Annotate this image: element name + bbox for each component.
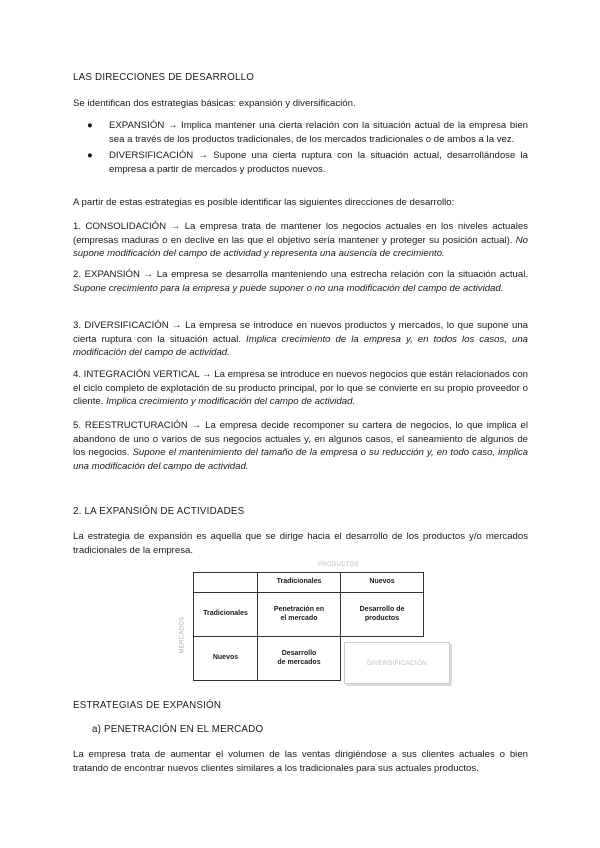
direction-2 xyxy=(73,268,528,295)
matrix-corner-cell xyxy=(194,573,258,593)
col-header-nuevos: Nuevos xyxy=(341,573,424,593)
intro-paragraph: Se identifican dos estrategias básicas: expansión y diversificación. xyxy=(73,98,356,109)
list-item xyxy=(73,119,528,146)
cell-desarrollo-productos-line2: productos xyxy=(364,614,400,622)
subheading-a: a) PENETRACIÓN EN EL MERCADO xyxy=(92,724,264,735)
row-header-tradicionales: Tradicionales xyxy=(194,593,258,637)
cell-desarrollo-mercados-line1: Desarrollo xyxy=(281,650,317,657)
col-header-tradicionales: Tradicionales xyxy=(258,573,341,593)
directions-intro: A partir de estas estrategias es posible identificar las siguientes direcciones de desarrollo: xyxy=(73,197,455,208)
diversificacion-box: DIVERSIFICACIÓN xyxy=(344,642,450,684)
direction-4-text: 4. INTEGRACIÓN VERTICAL → La empresa se introduce en nuevos negocios que están relacionados con el ciclo completo de explotación de su producto principal, por lo que se convierte en su propio proveedor o cliente. xyxy=(73,369,528,407)
direction-2-text: 2. EXPANSIÓN → La empresa se desarrolla manteniendo una estrecha relación con la situación actual. xyxy=(73,269,528,280)
ansoff-matrix xyxy=(170,560,440,680)
direction-4 xyxy=(73,368,528,409)
direction-3-italic: Implica crecimiento de la empresa y, en todos los casos, una modificación del campo de actividad. xyxy=(73,333,529,358)
cell-penetracion-line2: el mercado xyxy=(280,614,318,622)
strategies-title: ESTRATEGIAS DE EXPANSIÓN xyxy=(73,700,222,711)
bullet-text-expansion: EXPANSIÓN → Implica mantener una cierta relación con la situación actual de la empresa bien sea a través de los productos tradicionales, de los mercados tradicionales o de ambos a la vez. xyxy=(109,120,528,145)
bullet-icon: ● xyxy=(87,150,93,161)
section-2-title: 2. LA EXPANSIÓN DE ACTIVIDADES xyxy=(73,506,245,517)
final-paragraph: La empresa trata de aumentar el volumen de las ventas dirigiéndose a sus clientes actuales o bien tratando de encontrar nuevos clientes similares a los tradicionales para sus actuales productos. xyxy=(73,749,528,774)
direction-5-text: 5. REESTRUCTURACIÓN → La empresa decide recomponer su cartera de negocios, lo que implica el abandono de uno o varios de sus negocios actuales y, en algunos casos, el saneamiento de algunos de los negocios. xyxy=(73,420,528,458)
direction-3-text: 3. DIVERSIFICACIÓN → La empresa se introduce en nuevos productos y mercados, lo que supone una cierta ruptura con la situación actual. xyxy=(73,320,528,345)
section-2-paragraph: La estrategia de expansión es aquella que se dirige hacia el desarrollo de los productos y/o mercados tradicionales de la empresa. xyxy=(73,531,528,556)
cell-desarrollo-productos xyxy=(341,593,424,637)
cell-penetracion xyxy=(258,593,341,637)
direction-4-italic: Implica crecimiento y modificación del campo de actividad. xyxy=(106,396,356,407)
direction-3 xyxy=(73,319,528,360)
page-title: LAS DIRECCIONES DE DESARROLLO xyxy=(73,72,255,83)
direction-5 xyxy=(73,419,528,473)
direction-1-italic: No supone modificación del campo de actividad y representa una ausencia de crecimiento. xyxy=(73,234,528,259)
cell-penetracion-line1: Penetración en xyxy=(273,606,325,613)
direction-2-italic: Supone crecimiento para la empresa y puede suponer o no una modificación del campo de actividad. xyxy=(73,282,504,294)
row-header-nuevos: Nuevos xyxy=(194,637,258,681)
bullet-text-diversificacion: DIVERSIFICACIÓN → Supone una cierta ruptura con la situación actual, desarrollándose la empresa a partir de mercados y productos nuevos. xyxy=(109,150,528,175)
direction-5-italic: Supone el mantenimiento del tamaño de la empresa o su reducción y, en todo caso, implica una modificación del campo de actividad. xyxy=(73,447,528,472)
productos-label: PRODUCTOS xyxy=(318,562,359,568)
mercados-label: MERCADOS xyxy=(179,616,186,654)
direction-1 xyxy=(73,220,528,261)
strategy-bullets xyxy=(73,119,528,179)
cell-desarrollo-mercados-line2: de mercados xyxy=(277,658,321,666)
cell-desarrollo-productos-line1: Desarrollo de xyxy=(359,606,405,613)
direction-1-text: 1. CONSOLIDACIÓN → La empresa trata de mantener los negocios actuales en los niveles actuales (empresas maduras o en declive en las que el objetivo sería mantener y proteger su posición actual). xyxy=(73,221,528,246)
cell-desarrollo-mercados xyxy=(258,637,341,681)
bullet-icon: ● xyxy=(87,120,93,131)
list-item xyxy=(73,149,528,176)
